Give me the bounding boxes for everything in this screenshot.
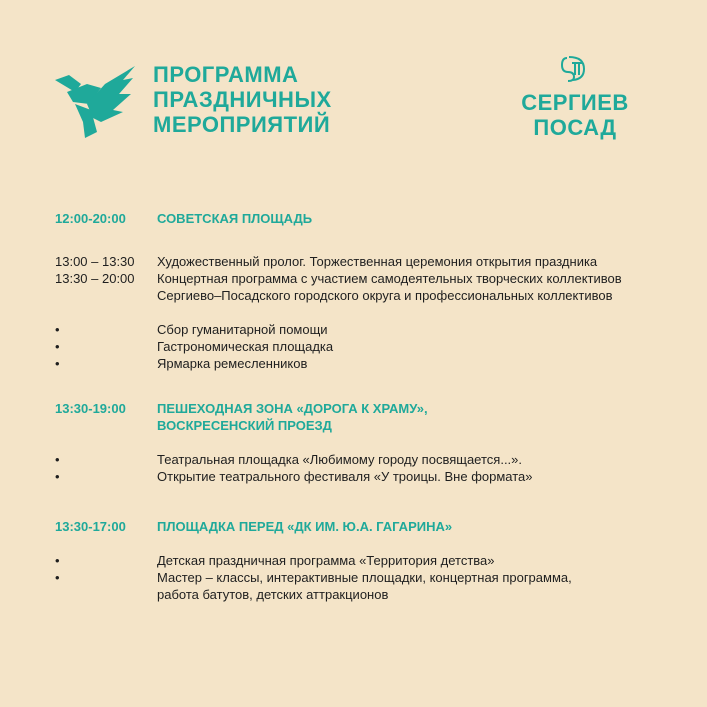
item-text: Театральная площадка «Любимому городу посвящается...». — [157, 452, 523, 467]
bullet: • — [55, 452, 60, 467]
section-time: 13:30-19:00 — [55, 401, 126, 416]
item-text: Открытие театрального фестиваля «У троицы. Вне формата» — [157, 469, 533, 484]
title-line: МЕРОПРИЯТИЙ — [153, 112, 331, 137]
list-item — [0, 552, 707, 569]
section-title-line: ВОСКРЕСЕНСКИЙ ПРОЕЗД — [157, 418, 332, 433]
schedule-row — [0, 253, 707, 270]
schedule-text: Художественный пролог. Торжественная церемония открытия праздника — [157, 254, 598, 269]
schedule-time: 13:00 – 13:30 — [55, 254, 135, 269]
schedule-section — [0, 518, 707, 603]
title-line: ПРОГРАММА — [153, 62, 299, 87]
section-time: 12:00-20:00 — [55, 211, 126, 226]
list-item — [0, 355, 707, 372]
list-item — [0, 321, 707, 338]
bullet: • — [55, 570, 60, 585]
list-item — [0, 451, 707, 468]
schedule-text: Сергиево–Посадского городского округа и профессиональных коллективов — [157, 288, 613, 303]
section-title — [157, 400, 428, 434]
city-line: ПОСАД — [533, 115, 617, 140]
bullet: • — [55, 339, 60, 354]
schedule-section — [0, 210, 707, 372]
item-text: Мастер – классы, интерактивные площадки, концертная программа, — [157, 570, 572, 585]
section-header — [0, 400, 707, 434]
bullet: • — [55, 553, 60, 568]
dove-logo-icon — [53, 62, 137, 140]
section-title-line: СОВЕТСКАЯ ПЛОЩАДЬ — [157, 211, 313, 226]
item-text: Гастрономическая площадка — [157, 339, 334, 354]
program-title — [153, 62, 332, 137]
city-name — [500, 90, 650, 140]
header — [0, 0, 707, 160]
item-text: Ярмарка ремесленников — [157, 356, 308, 371]
section-header — [0, 210, 707, 228]
schedule-time: 13:30 – 20:00 — [55, 271, 135, 286]
schedule-row — [0, 270, 707, 304]
section-title-line: ПЕШЕХОДНАЯ ЗОНА «ДОРОГА К ХРАМУ», — [157, 401, 428, 416]
title-line: ПРАЗДНИЧНЫХ — [153, 87, 332, 112]
city-emblem-icon — [558, 53, 588, 83]
bullet: • — [55, 469, 60, 484]
schedule-text: Концертная программа с участием самодеятельных творческих коллективов — [157, 271, 622, 286]
city-line: СЕРГИЕВ — [521, 90, 629, 115]
list-item — [0, 468, 707, 485]
bullet: • — [55, 322, 60, 337]
section-title — [157, 210, 312, 227]
item-text: работа батутов, детских аттракционов — [157, 587, 389, 602]
section-header — [0, 518, 707, 536]
item-text: Детская праздничная программа «Территория детства» — [157, 553, 495, 568]
schedule-section — [0, 400, 707, 485]
section-title — [157, 518, 452, 535]
bullet: • — [55, 356, 60, 371]
list-item — [0, 569, 707, 603]
list-item — [0, 338, 707, 355]
item-text: Сбор гуманитарной помощи — [157, 322, 328, 337]
section-time: 13:30-17:00 — [55, 519, 126, 534]
section-title-line: ПЛОЩАДКА ПЕРЕД «ДК ИМ. Ю.А. ГАГАРИНА» — [157, 519, 453, 534]
